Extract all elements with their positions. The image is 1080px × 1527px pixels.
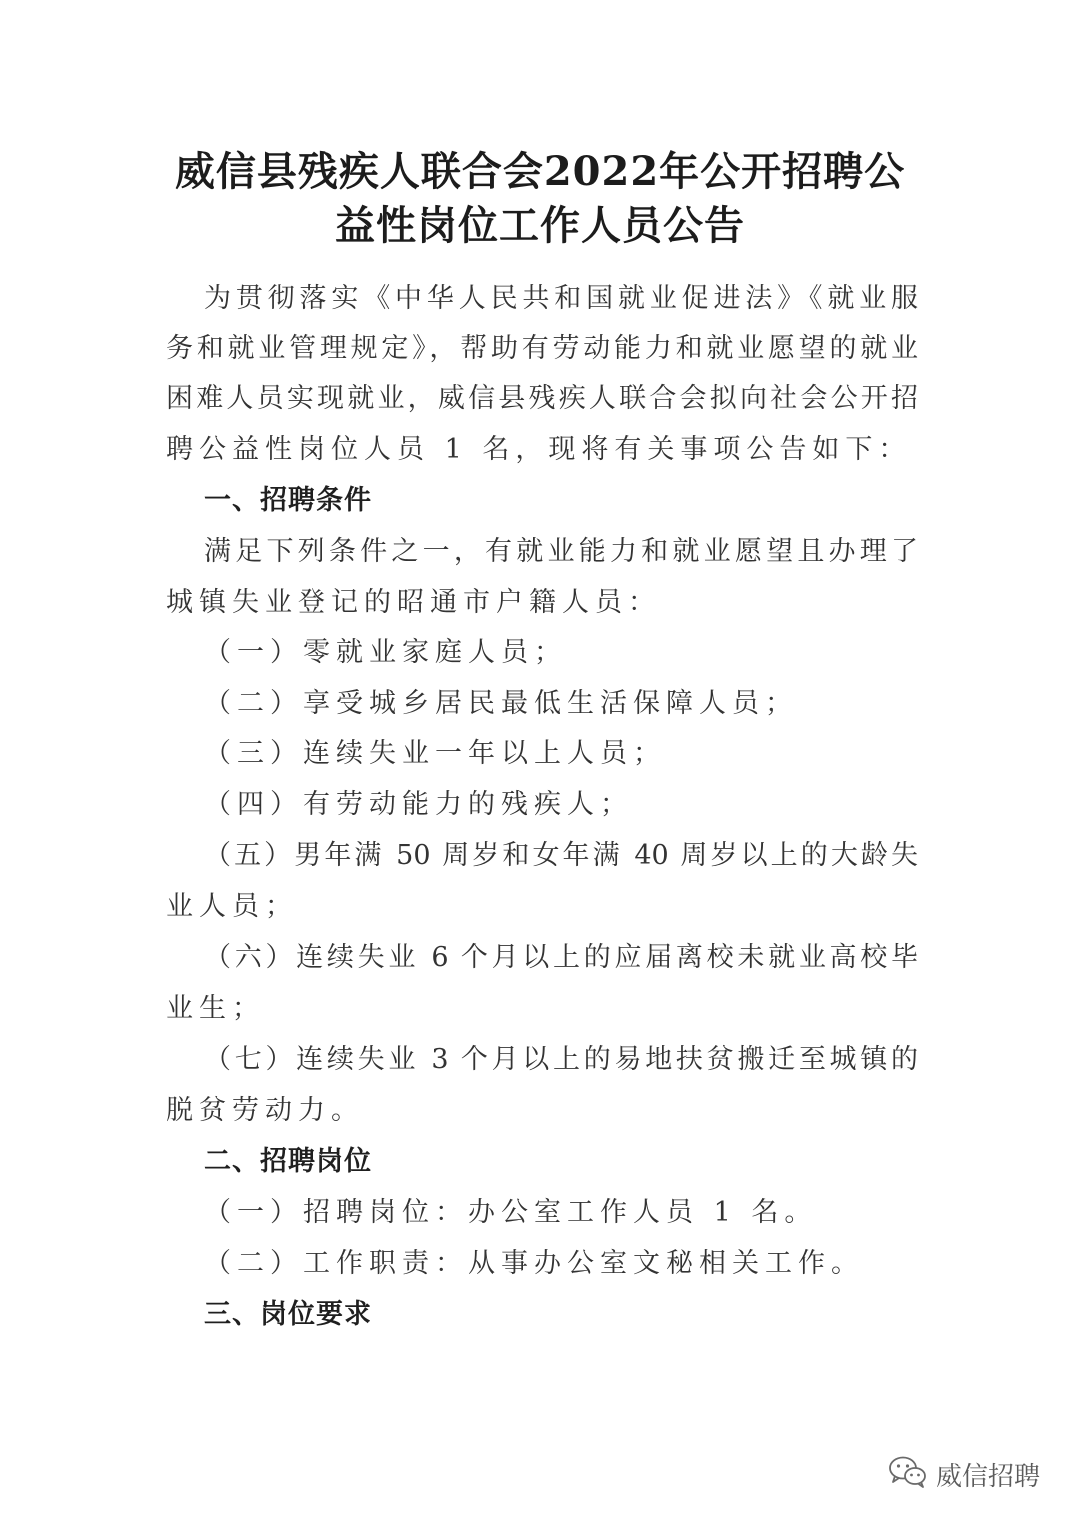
- list-item: （六）连续失业 6 个月以上的应届离校未就业高校毕: [204, 942, 918, 973]
- list-item: （四）有劳动能力的残疾人；: [204, 789, 633, 820]
- list-item: （一）零就业家庭人员；: [204, 637, 567, 668]
- section-heading: 三、岗位要求: [204, 1299, 372, 1330]
- section-heading: 一、招聘条件: [204, 485, 372, 516]
- watermark: [888, 1454, 1040, 1494]
- list-item-continuation: 业人员；: [166, 891, 298, 922]
- section-heading: 二、招聘岗位: [204, 1146, 372, 1177]
- paragraph-line: 为贯彻落实《中华人民共和国就业促进法》《就业服: [204, 283, 918, 314]
- watermark-text: 威信招聘: [936, 1461, 1041, 1492]
- list-item: （七）连续失业 3 个月以上的易地扶贫搬迁至城镇的: [204, 1044, 918, 1075]
- paragraph-line: 满足下列条件之一，有就业能力和就业愿望且办理了: [204, 536, 918, 567]
- document-title-line-2: 益性岗位工作人员公告: [335, 202, 745, 249]
- paragraph-line: 城镇失业登记的昭通市户籍人员：: [166, 587, 661, 618]
- paragraph-line: 务和就业管理规定》，帮助有劳动能力和就业愿望的就业: [166, 333, 918, 364]
- list-item: （三）连续失业一年以上人员；: [204, 738, 666, 769]
- paragraph-line: 聘公益性岗位人员 1 名，现将有关事项公告如下：: [166, 434, 912, 465]
- document-title-line-1: 威信县残疾人联合会2022年公开招聘公: [174, 148, 906, 195]
- list-item: （二）享受城乡居民最低生活保障人员；: [204, 688, 798, 719]
- list-item: （五）男年满 50 周岁和女年满 40 周岁以上的大龄失: [204, 840, 918, 871]
- paragraph-line: 困难人员实现就业，威信县残疾人联合会拟向社会公开招: [166, 383, 918, 414]
- wechat-icon: [888, 1455, 928, 1494]
- list-item: （一）招聘岗位：办公室工作人员 1 名。: [204, 1197, 818, 1228]
- list-item-continuation: 脱贫劳动力。: [166, 1095, 364, 1126]
- list-item: （二）工作职责：从事办公室文秘相关工作。: [204, 1248, 864, 1279]
- list-item-continuation: 业生；: [166, 993, 265, 1024]
